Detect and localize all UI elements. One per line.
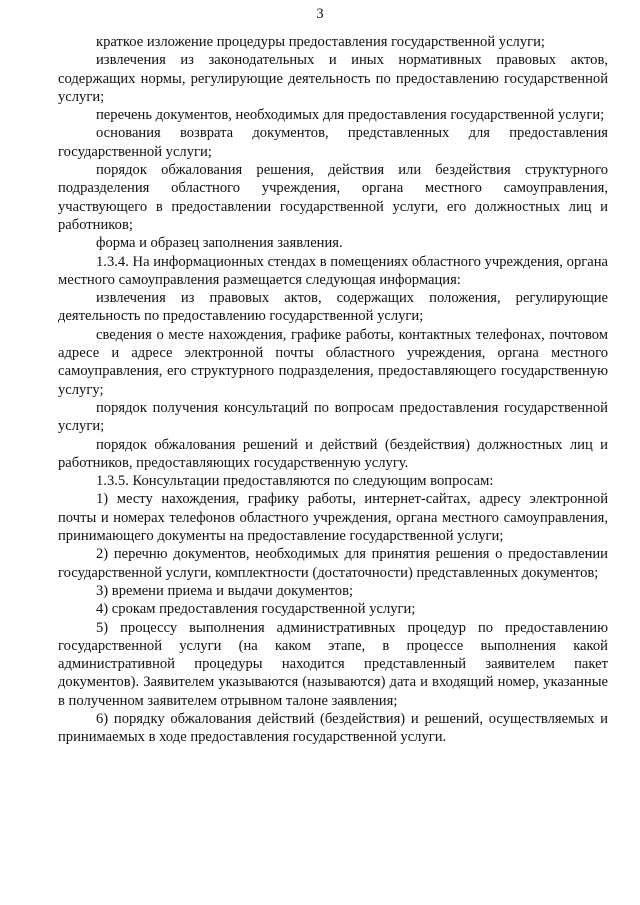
paragraph-item-3: 3) времени приема и выдачи документов; xyxy=(96,582,354,599)
paragraph-item-6: 6) порядку обжалования действий (бездействия) и решений, осуществляемых и принимаемых в ходе предоставления государственной услуги. xyxy=(58,710,608,746)
paragraph-section-1-3-4: 1.3.4. На информационных стендах в помещениях областного учреждения, органа местного самоуправления размещается следующая информация: xyxy=(58,253,608,288)
paragraph-stand-extracts: извлечения из правовых актов, содержащих положения, регулирующие деятельность по предоставлению государственной услуги; xyxy=(58,290,608,325)
paragraph-document-list: перечень документов, необходимых для предоставления государственной услуги; xyxy=(96,107,605,124)
paragraph-legal-extracts: извлечения из законодательных и иных нормативных правовых актов, содержащих нормы, регулирующие деятельность по предоставлению государственной услуги; xyxy=(58,52,608,105)
paragraph-appeal-officials: порядок обжалования решений и действий (бездействия) должностных лиц и работников, предоставляющих государственную услугу. xyxy=(58,436,608,471)
document-body xyxy=(58,33,608,747)
paragraph-item-2: 2) перечню документов, необходимых для принятия решения о предоставлении государственной услуги, комплектности (достаточности) представленных документов; xyxy=(58,546,608,581)
paragraph-application-form: форма и образец заполнения заявления. xyxy=(96,235,343,252)
paragraph-section-1-3-5: 1.3.5. Консультации предоставляются по следующим вопросам: xyxy=(96,473,494,490)
paragraph-item-1: 1) месту нахождения, графику работы, интернет-сайтах, адресу электронной почты и номерах телефонов областного учреждения, органа местного самоуправления, принимающего документы на предоставление государственной услуги; xyxy=(58,491,608,545)
page-number: 3 xyxy=(316,6,324,22)
paragraph-item-4: 4) срокам предоставления государственной услуги; xyxy=(96,601,416,618)
paragraph-return-grounds: основания возврата документов, представленных для предоставления государственной услуги; xyxy=(58,125,608,160)
paragraph-summary: краткое изложение процедуры предоставления государственной услуги; xyxy=(96,34,545,50)
paragraph-item-5: 5) процессу выполнения административных процедур по предоставлению государственной услуги (на каком этапе, в процессе выполнения какой административной процедуры находится представленный заявителем пакет документов). Заявителем указываются (называются) дата и входящий номер, указанные в полученном заявителем отрывном талоне заявления; xyxy=(58,619,608,709)
paragraph-consultation-order: порядок получения консультаций по вопросам предоставления государственной услуги; xyxy=(58,399,608,435)
paragraph-appeal-procedure: порядок обжалования решения, действия или бездействия структурного подразделения областного учреждения, органа местного самоуправления, участвующего в предоставлении государственной услуги, его должностных лиц и работников; xyxy=(58,162,608,233)
paragraph-contact-info: сведения о месте нахождения, графике работы, контактных телефонах, почтовом адресе и адресе электронной почты областного учреждения, органа местного самоуправления, его структурного подразделения, предоставляющего государственную услугу; xyxy=(58,326,608,398)
